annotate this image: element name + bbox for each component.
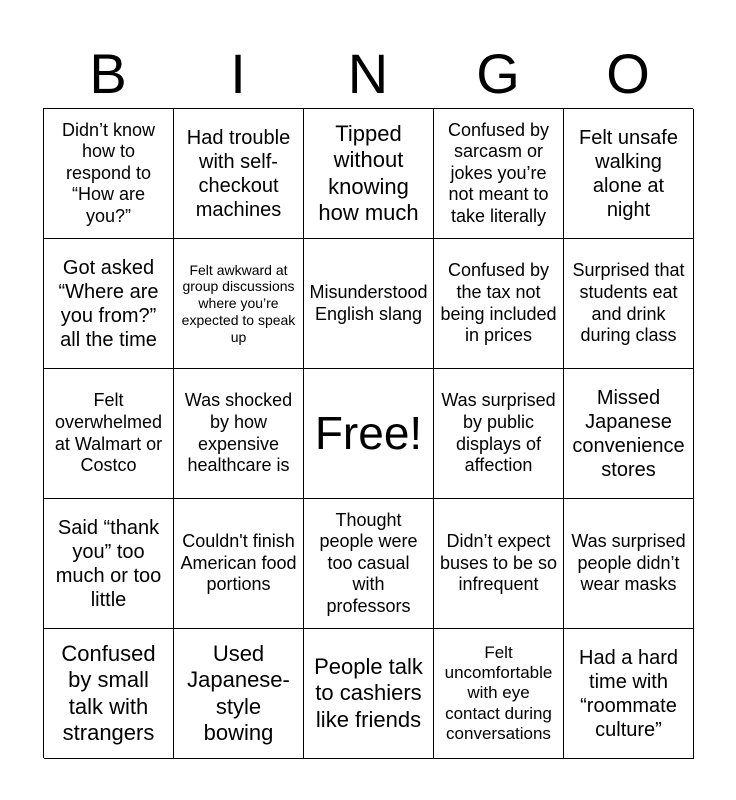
bingo-cell[interactable]: Was surprised people didn’t wear masks — [564, 499, 694, 629]
bingo-cell[interactable]: Thought people were too casual with professors — [304, 499, 434, 629]
bingo-cell[interactable]: Got asked “Where are you from?” all the time — [44, 239, 174, 369]
bingo-cell[interactable]: Felt overwhelmed at Walmart or Costco — [44, 369, 174, 499]
bingo-board — [43, 108, 693, 758]
bingo-cell[interactable]: Missed Japanese convenience stores — [564, 369, 694, 499]
free-space-cell: Free! — [304, 369, 434, 499]
bingo-cell[interactable]: Confused by the tax not being included in prices — [434, 239, 564, 369]
bingo-cell[interactable]: Was shocked by how expensive healthcare is — [174, 369, 304, 499]
bingo-cell[interactable]: Had trouble with self-checkout machines — [174, 109, 304, 239]
bingo-cell[interactable]: Tipped without knowing how much — [304, 109, 434, 239]
bingo-cell[interactable]: Said “thank you” too much or too little — [44, 499, 174, 629]
bingo-cell[interactable]: Was surprised by public displays of affection — [434, 369, 564, 499]
bingo-cell[interactable]: Confused by sarcasm or jokes you’re not meant to take literally — [434, 109, 564, 239]
header-letter-g: G — [476, 42, 520, 105]
bingo-cell[interactable]: Felt awkward at group discussions where you’re expected to speak up — [174, 239, 304, 369]
bingo-cell[interactable]: People talk to cashiers like friends — [304, 629, 434, 759]
header-letter-i: I — [230, 42, 246, 105]
header-letter-n: N — [347, 42, 389, 105]
bingo-cell[interactable]: Felt unsafe walking alone at night — [564, 109, 694, 239]
bingo-cell[interactable]: Didn’t know how to respond to “How are you?” — [44, 109, 174, 239]
bingo-cell[interactable]: Didn’t expect buses to be so infrequent — [434, 499, 564, 629]
bingo-cell[interactable]: Misunderstood English slang — [304, 239, 434, 369]
bingo-cell[interactable]: Surprised that students eat and drink during class — [564, 239, 694, 369]
bingo-cell[interactable]: Felt uncomfortable with eye contact during conversations — [434, 629, 564, 759]
bingo-cell[interactable]: Confused by small talk with strangers — [44, 629, 174, 759]
bingo-cell[interactable]: Couldn't finish American food portions — [174, 499, 304, 629]
header-letter-b: B — [89, 42, 127, 105]
bingo-cell[interactable]: Used Japanese-style bowing — [174, 629, 304, 759]
bingo-cell[interactable]: Had a hard time with “roommate culture” — [564, 629, 694, 759]
bingo-header — [43, 40, 693, 108]
header-letter-o: O — [606, 42, 650, 105]
